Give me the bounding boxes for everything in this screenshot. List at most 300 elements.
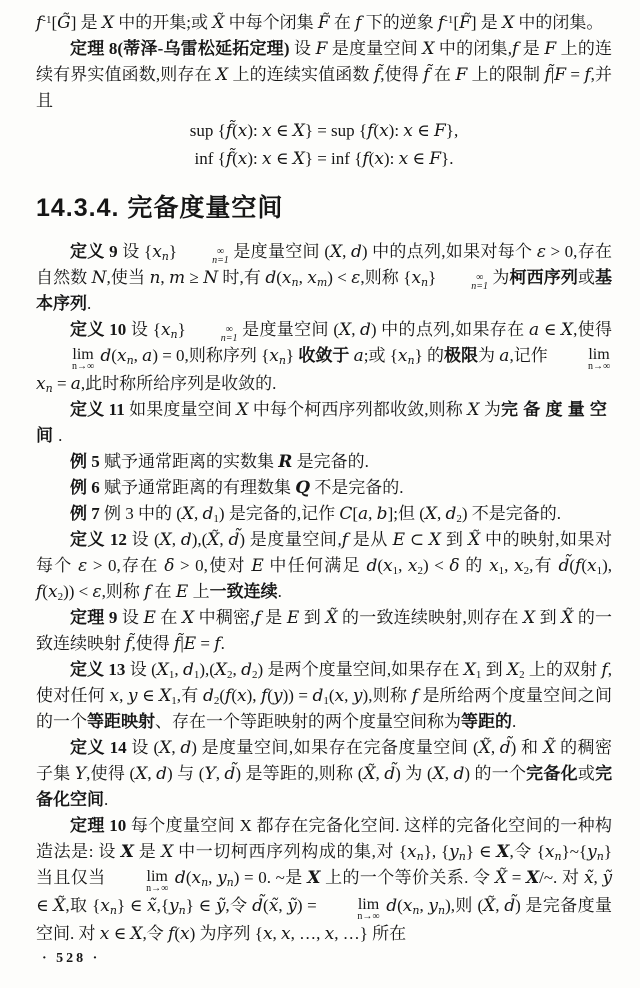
text-run: X bbox=[422, 39, 435, 59]
text-run: ε bbox=[78, 556, 88, 576]
text-run: , bbox=[160, 268, 170, 287]
text-run: 为 bbox=[478, 346, 500, 365]
theorem-10 bbox=[36, 813, 612, 947]
text-run: , bbox=[272, 924, 282, 943]
text-run: 中的闭集, bbox=[434, 39, 512, 58]
page-number: · 528 · bbox=[42, 951, 101, 966]
text-run: 是度量空间 ( bbox=[228, 242, 331, 261]
text-run: . bbox=[58, 426, 63, 445]
text-run: 2 bbox=[227, 669, 233, 681]
text-run: ( bbox=[185, 868, 192, 887]
text-run: d bbox=[100, 346, 112, 366]
text-run: 设 bbox=[289, 39, 316, 58]
text-run: inf { bbox=[194, 149, 226, 168]
text-run: X bbox=[507, 660, 520, 680]
theorem-9 bbox=[36, 605, 612, 657]
text-run: 、存在一个等距映射的两个度量空间称为 bbox=[155, 712, 461, 731]
text-run: 1 bbox=[171, 695, 177, 707]
text-run: ,令 { bbox=[509, 842, 545, 861]
text-run: ,使对任何 bbox=[36, 660, 613, 705]
text-run: } ∈ bbox=[185, 896, 216, 915]
text-run: X bbox=[424, 504, 437, 524]
text-run: 2 bbox=[417, 565, 424, 577]
text-run: 中任何满足 bbox=[263, 556, 367, 575]
text-run: = bbox=[507, 868, 526, 887]
text-run: } = inf { bbox=[304, 149, 363, 168]
text-run: > 0,存在 bbox=[87, 556, 165, 575]
text-run: ,使得 bbox=[573, 320, 612, 339]
text-run: d bbox=[445, 504, 457, 524]
text-run: X̃ bbox=[325, 608, 338, 628]
text-run: X bbox=[292, 121, 305, 141]
text-run: x bbox=[269, 346, 279, 366]
text-run: n bbox=[421, 276, 429, 289]
text-run: δ bbox=[164, 556, 175, 576]
text-run: X bbox=[525, 868, 540, 888]
text-run: = bbox=[52, 374, 71, 393]
text-run: X bbox=[135, 764, 148, 784]
text-run: ∈ bbox=[408, 149, 430, 168]
text-run: x bbox=[237, 149, 248, 169]
text-run: x bbox=[324, 924, 335, 944]
text-run: 是度量空间 ( bbox=[237, 320, 340, 339]
text-run: 的 bbox=[459, 556, 490, 575]
text-run: sup { bbox=[189, 121, 226, 140]
text-run: ỹ bbox=[287, 896, 297, 916]
text-run: d̃ bbox=[558, 556, 570, 576]
text-run: [ bbox=[453, 13, 460, 32]
text-run: 2 bbox=[57, 591, 64, 603]
text-run: f bbox=[214, 634, 221, 654]
text-run: x bbox=[411, 268, 422, 288]
text-run: f bbox=[36, 582, 43, 602]
text-run: f bbox=[362, 149, 369, 169]
text-run: 中的映射,如果对每个 bbox=[36, 530, 613, 575]
text-run: ⊂ bbox=[405, 530, 429, 549]
text-run: 2 bbox=[251, 669, 258, 681]
text-run: f̃ bbox=[373, 65, 381, 85]
text-run: -1 bbox=[444, 14, 454, 26]
continuation-paragraph bbox=[36, 10, 612, 36]
text-run: 设 { bbox=[126, 320, 161, 339]
text-run: d bbox=[350, 242, 362, 262]
text-run: } 的 bbox=[414, 346, 445, 365]
text-run: 中的闭集。 bbox=[514, 13, 604, 32]
text-run: X bbox=[292, 149, 305, 169]
text-run: }. bbox=[441, 149, 454, 168]
text-run: f bbox=[261, 686, 268, 706]
text-run: x bbox=[109, 686, 120, 706]
text-run: f bbox=[575, 556, 582, 576]
text-run: x bbox=[402, 896, 413, 916]
text-run: ∈ bbox=[271, 149, 293, 168]
sequence-bounds: ∞ n=1 bbox=[471, 272, 489, 292]
text-run: n bbox=[458, 850, 466, 863]
text-run: 设 bbox=[117, 608, 144, 627]
text-run: ,记作 bbox=[509, 346, 552, 365]
text-run: a bbox=[529, 320, 540, 340]
text-run: d bbox=[202, 504, 214, 524]
text-run: X bbox=[159, 530, 172, 550]
text-run: 完备化 bbox=[526, 764, 578, 783]
text-run: , bbox=[436, 504, 446, 523]
text-run: G̃ bbox=[57, 13, 71, 33]
text-run: n bbox=[412, 904, 420, 917]
text-run: b bbox=[376, 504, 388, 524]
text-run: 例 3 中的 ( bbox=[99, 504, 182, 523]
text-run: x bbox=[47, 582, 58, 602]
text-run: ỹ bbox=[602, 868, 613, 888]
text-run: X̃ bbox=[363, 764, 376, 784]
text-run: 或 bbox=[577, 764, 596, 783]
text-run: X bbox=[339, 320, 352, 340]
text-run: y bbox=[217, 868, 227, 888]
text-run: d bbox=[180, 738, 192, 758]
text-run: d bbox=[241, 660, 252, 680]
text-run: X bbox=[502, 13, 515, 33]
text-run: ) 是完备的,记作 bbox=[218, 504, 340, 523]
text-run: d̃ bbox=[384, 764, 396, 784]
text-run: = bbox=[566, 65, 585, 84]
text-run: X bbox=[560, 320, 574, 340]
text-run: | bbox=[550, 65, 555, 84]
text-run: 2 bbox=[213, 695, 220, 707]
text-run: 定义 11 bbox=[70, 400, 125, 419]
definition-14 bbox=[36, 735, 612, 813]
text-run: 定义 12 bbox=[70, 530, 127, 549]
text-run: 定理 9 bbox=[70, 608, 118, 627]
text-run: 中稠密, bbox=[194, 608, 255, 627]
text-run: Y bbox=[204, 764, 216, 784]
text-run: X bbox=[101, 13, 115, 33]
text-run: }, bbox=[445, 121, 459, 140]
text-run: X bbox=[467, 400, 480, 420]
text-run: X bbox=[216, 65, 229, 85]
text-run: ( bbox=[276, 268, 282, 287]
text-run: E bbox=[175, 582, 189, 602]
text-run: d bbox=[360, 320, 371, 340]
text-run: , bbox=[504, 556, 514, 575]
text-run: , bbox=[342, 242, 351, 261]
text-run: f bbox=[144, 582, 151, 602]
text-run: X bbox=[120, 842, 134, 862]
text-run: ), bbox=[602, 556, 613, 575]
text-run: x bbox=[262, 924, 273, 944]
text-run: n bbox=[226, 876, 234, 889]
text-run: X̃ bbox=[212, 13, 225, 33]
text-run: , bbox=[208, 868, 218, 887]
text-run: ),( bbox=[191, 530, 208, 549]
text-run: 是度量空间 bbox=[327, 39, 423, 58]
text-run: ) 是度量空间, bbox=[239, 530, 342, 549]
text-run: X bbox=[463, 660, 476, 680]
text-run: ) 的一个 bbox=[464, 764, 527, 783]
text-run: 定理 8(蒂泽-乌雷松延拓定理) bbox=[70, 39, 290, 58]
text-run: 赋予通常距离的有理数集 bbox=[99, 478, 296, 497]
text-run: d̃ bbox=[252, 896, 264, 916]
text-run: ),则 ( bbox=[445, 896, 484, 915]
text-run: , bbox=[174, 660, 183, 679]
text-run: , bbox=[368, 504, 377, 523]
text-run: d bbox=[386, 896, 398, 916]
text-run: X bbox=[428, 530, 442, 550]
text-run: 完备化空间 bbox=[36, 764, 613, 809]
text-run: 到 bbox=[481, 660, 508, 679]
text-run: x̃ bbox=[268, 896, 279, 916]
text-run: ,令 bbox=[225, 896, 253, 915]
text-run: = bbox=[196, 634, 215, 653]
text-run: ) 不是完备的. bbox=[461, 504, 562, 523]
text-run: > 0,使对 bbox=[174, 556, 252, 575]
text-run: X bbox=[496, 842, 510, 862]
text-run: 到 bbox=[535, 608, 562, 627]
text-run: f̃ bbox=[225, 121, 233, 141]
text-run: ) < bbox=[423, 556, 450, 575]
text-run: 在 bbox=[150, 582, 176, 601]
text-run: N bbox=[203, 268, 219, 288]
text-run: ∈ bbox=[137, 686, 160, 705]
text-run: f bbox=[601, 660, 608, 680]
text-run: Y bbox=[74, 764, 87, 784]
text-run: } ∈ bbox=[465, 842, 497, 861]
text-run: F bbox=[433, 121, 446, 141]
text-run: , bbox=[171, 738, 181, 757]
text-run: X bbox=[432, 764, 445, 784]
text-run: X̃ bbox=[53, 896, 66, 916]
text-run: ): bbox=[388, 121, 404, 140]
text-run: X bbox=[156, 660, 169, 680]
text-run: X bbox=[161, 842, 174, 862]
text-run: 每个度量空间 X 都存在完备化空间. 这样的完备化空间的一种构造法是: 设 bbox=[36, 816, 613, 861]
text-run: x̃ bbox=[583, 868, 594, 888]
text-run: N bbox=[91, 268, 107, 288]
text-run: m bbox=[169, 268, 186, 288]
text-run: ) 为序列 { bbox=[189, 924, 263, 943]
text-run: ,有 bbox=[176, 686, 203, 705]
text-run: ) = 0. ~是 bbox=[233, 868, 308, 887]
text-run: X̃ bbox=[483, 896, 496, 916]
text-run: , …, bbox=[290, 924, 325, 943]
text-run: ) < bbox=[327, 268, 352, 287]
definition-13 bbox=[36, 657, 612, 735]
text-run: }, { bbox=[423, 842, 450, 861]
text-run: | bbox=[180, 634, 184, 653]
text-run: 或 bbox=[577, 268, 596, 287]
text-run: a bbox=[358, 504, 369, 524]
text-run: 等距映射 bbox=[87, 712, 155, 731]
text-run: ) = bbox=[296, 896, 322, 915]
text-run: f bbox=[367, 121, 374, 141]
text-run: E bbox=[183, 634, 197, 654]
text-run: d bbox=[174, 868, 186, 888]
text-run: 是从 bbox=[348, 530, 393, 549]
text-run: F bbox=[455, 65, 468, 85]
text-run: X bbox=[307, 868, 321, 888]
text-run: 例 6 bbox=[70, 478, 100, 497]
text-run: 一致连续 bbox=[209, 582, 278, 601]
text-run: } bbox=[168, 242, 178, 261]
text-run: , bbox=[232, 660, 242, 679]
text-run: x bbox=[281, 924, 291, 944]
text-run: X̃ bbox=[207, 530, 220, 550]
text-run: ( bbox=[377, 556, 384, 575]
text-run: ỹ bbox=[215, 896, 226, 916]
text-run: ) = 0,则称序列 { bbox=[152, 346, 270, 365]
text-run: d bbox=[202, 686, 214, 706]
text-run: 上的限制 bbox=[467, 65, 545, 84]
text-run: 定理 10 bbox=[70, 816, 127, 835]
text-run: x bbox=[36, 374, 46, 394]
text-run: x bbox=[100, 896, 110, 916]
text-run: ( bbox=[231, 686, 237, 705]
text-run: f bbox=[225, 686, 232, 706]
text-run: n bbox=[178, 904, 186, 917]
text-run: 上的双射 bbox=[524, 660, 602, 679]
text-run: 为 bbox=[488, 268, 510, 287]
text-run: , bbox=[419, 896, 429, 915]
text-run: ∈ bbox=[412, 121, 434, 140]
text-run: y bbox=[428, 896, 439, 916]
text-run: } bbox=[428, 268, 437, 287]
text-run: m bbox=[316, 276, 328, 289]
text-run: ] 是 bbox=[470, 13, 503, 32]
text-run: n bbox=[149, 268, 161, 288]
text-run: X bbox=[159, 738, 172, 758]
text-run: f bbox=[437, 13, 445, 33]
text-run: y bbox=[587, 842, 597, 862]
text-run: E bbox=[392, 530, 406, 550]
text-run: ≥ bbox=[185, 268, 204, 287]
text-run: 是完备的. bbox=[292, 452, 369, 471]
text-run: ε bbox=[351, 268, 361, 288]
text-run: ,则称 { bbox=[360, 268, 412, 287]
text-run: f̃ bbox=[544, 65, 551, 85]
text-run: 下的逆象 bbox=[361, 13, 438, 32]
text-run: ), bbox=[246, 686, 261, 705]
text-run: 等距的 bbox=[461, 712, 512, 731]
text-run: d bbox=[265, 268, 277, 288]
text-run: x bbox=[237, 121, 248, 141]
text-run: ),则称 bbox=[362, 686, 412, 705]
limit-notation: lim n→∞ bbox=[357, 896, 380, 922]
text-run: , bbox=[398, 556, 408, 575]
text-run: 2 bbox=[456, 513, 462, 525]
text-run: ε bbox=[92, 582, 102, 602]
text-run: 定义 10 bbox=[70, 320, 127, 339]
text-run: 设 ( bbox=[126, 738, 160, 757]
text-run: ,使得 ( bbox=[86, 764, 136, 783]
text-run: δ bbox=[449, 556, 460, 576]
text-run: 收敛于 bbox=[298, 346, 350, 365]
text-run: x bbox=[262, 149, 272, 169]
text-run: ( bbox=[111, 346, 117, 365]
text-run: f bbox=[355, 13, 362, 33]
text-run: , bbox=[133, 346, 143, 365]
text-run: , bbox=[351, 320, 361, 339]
formula-line bbox=[36, 117, 612, 145]
section-heading: 14.3.4. 完备度量空间 bbox=[36, 194, 284, 222]
text-run: ,{ bbox=[156, 896, 170, 915]
text-run: X bbox=[236, 400, 249, 420]
limit-notation: lim n→∞ bbox=[587, 346, 611, 372]
text-run: ∈ bbox=[36, 896, 54, 915]
text-run: f̃ bbox=[174, 634, 181, 654]
text-run: ( bbox=[581, 556, 588, 575]
text-run: ( bbox=[569, 556, 576, 575]
text-run: [ bbox=[51, 13, 58, 32]
text-run: 2 bbox=[523, 565, 530, 577]
text-run: } = sup { bbox=[304, 121, 368, 140]
text-run: . bbox=[512, 712, 517, 731]
text-run: ;或 { bbox=[363, 346, 398, 365]
text-run: x bbox=[116, 346, 127, 366]
text-run: > 0,存在自然数 bbox=[36, 242, 612, 287]
text-run: x bbox=[383, 556, 393, 576]
text-run: n bbox=[407, 354, 415, 367]
text-run: E bbox=[143, 608, 156, 628]
text-run: , bbox=[495, 896, 505, 915]
text-run: F̃ bbox=[317, 13, 330, 33]
text-run: ,取 { bbox=[65, 896, 101, 915]
text-run: f bbox=[584, 65, 591, 85]
text-run: X̃ bbox=[478, 738, 491, 758]
text-run: ) 是完备度量空间. 对 bbox=[36, 896, 613, 943]
text-run: , bbox=[298, 268, 308, 287]
text-run: } ∈ bbox=[116, 896, 148, 915]
text-run: X bbox=[159, 686, 172, 706]
text-run: d bbox=[453, 764, 465, 784]
text-run: X̃ bbox=[468, 530, 481, 550]
text-run: , bbox=[344, 686, 353, 705]
text-run: , bbox=[171, 530, 181, 549]
text-run: )) < bbox=[63, 582, 93, 601]
text-run: 1 bbox=[213, 513, 219, 525]
text-run: n bbox=[201, 876, 209, 889]
text-run: d̃ bbox=[499, 738, 511, 758]
text-run: , bbox=[219, 530, 229, 549]
text-run: ) 是两个度量空间,如果存在 bbox=[257, 660, 464, 679]
text-run: a bbox=[353, 346, 364, 366]
text-run: a bbox=[499, 346, 510, 366]
text-run: n bbox=[109, 904, 117, 917]
text-run: ( bbox=[232, 121, 238, 140]
text-run: ): bbox=[247, 149, 263, 168]
text-run: 设 ( bbox=[126, 530, 160, 549]
text-run: 1 bbox=[596, 565, 603, 577]
limit-notation: lim n→∞ bbox=[72, 346, 95, 372]
text-run: ) 为 ( bbox=[395, 764, 433, 783]
text-run: y bbox=[352, 686, 363, 706]
text-run: ∈ bbox=[539, 320, 561, 339]
text-run: d bbox=[156, 764, 167, 784]
text-run: 上 bbox=[188, 582, 210, 601]
text-run: 1 bbox=[168, 669, 175, 681]
text-run: X bbox=[130, 924, 143, 944]
text-run: E bbox=[286, 608, 300, 628]
text-run: f bbox=[36, 13, 43, 33]
theorem-8 bbox=[36, 36, 612, 114]
text-run: x bbox=[374, 149, 384, 169]
sup-inf-formulas bbox=[36, 117, 612, 173]
text-run: F bbox=[429, 149, 442, 169]
text-run: ( bbox=[397, 896, 403, 915]
text-run: ( bbox=[328, 686, 335, 705]
example-6 bbox=[36, 475, 612, 501]
text-run: , bbox=[194, 504, 203, 523]
text-run: x bbox=[99, 924, 110, 944]
text-run: x bbox=[397, 346, 408, 366]
text-run: f bbox=[411, 686, 418, 706]
